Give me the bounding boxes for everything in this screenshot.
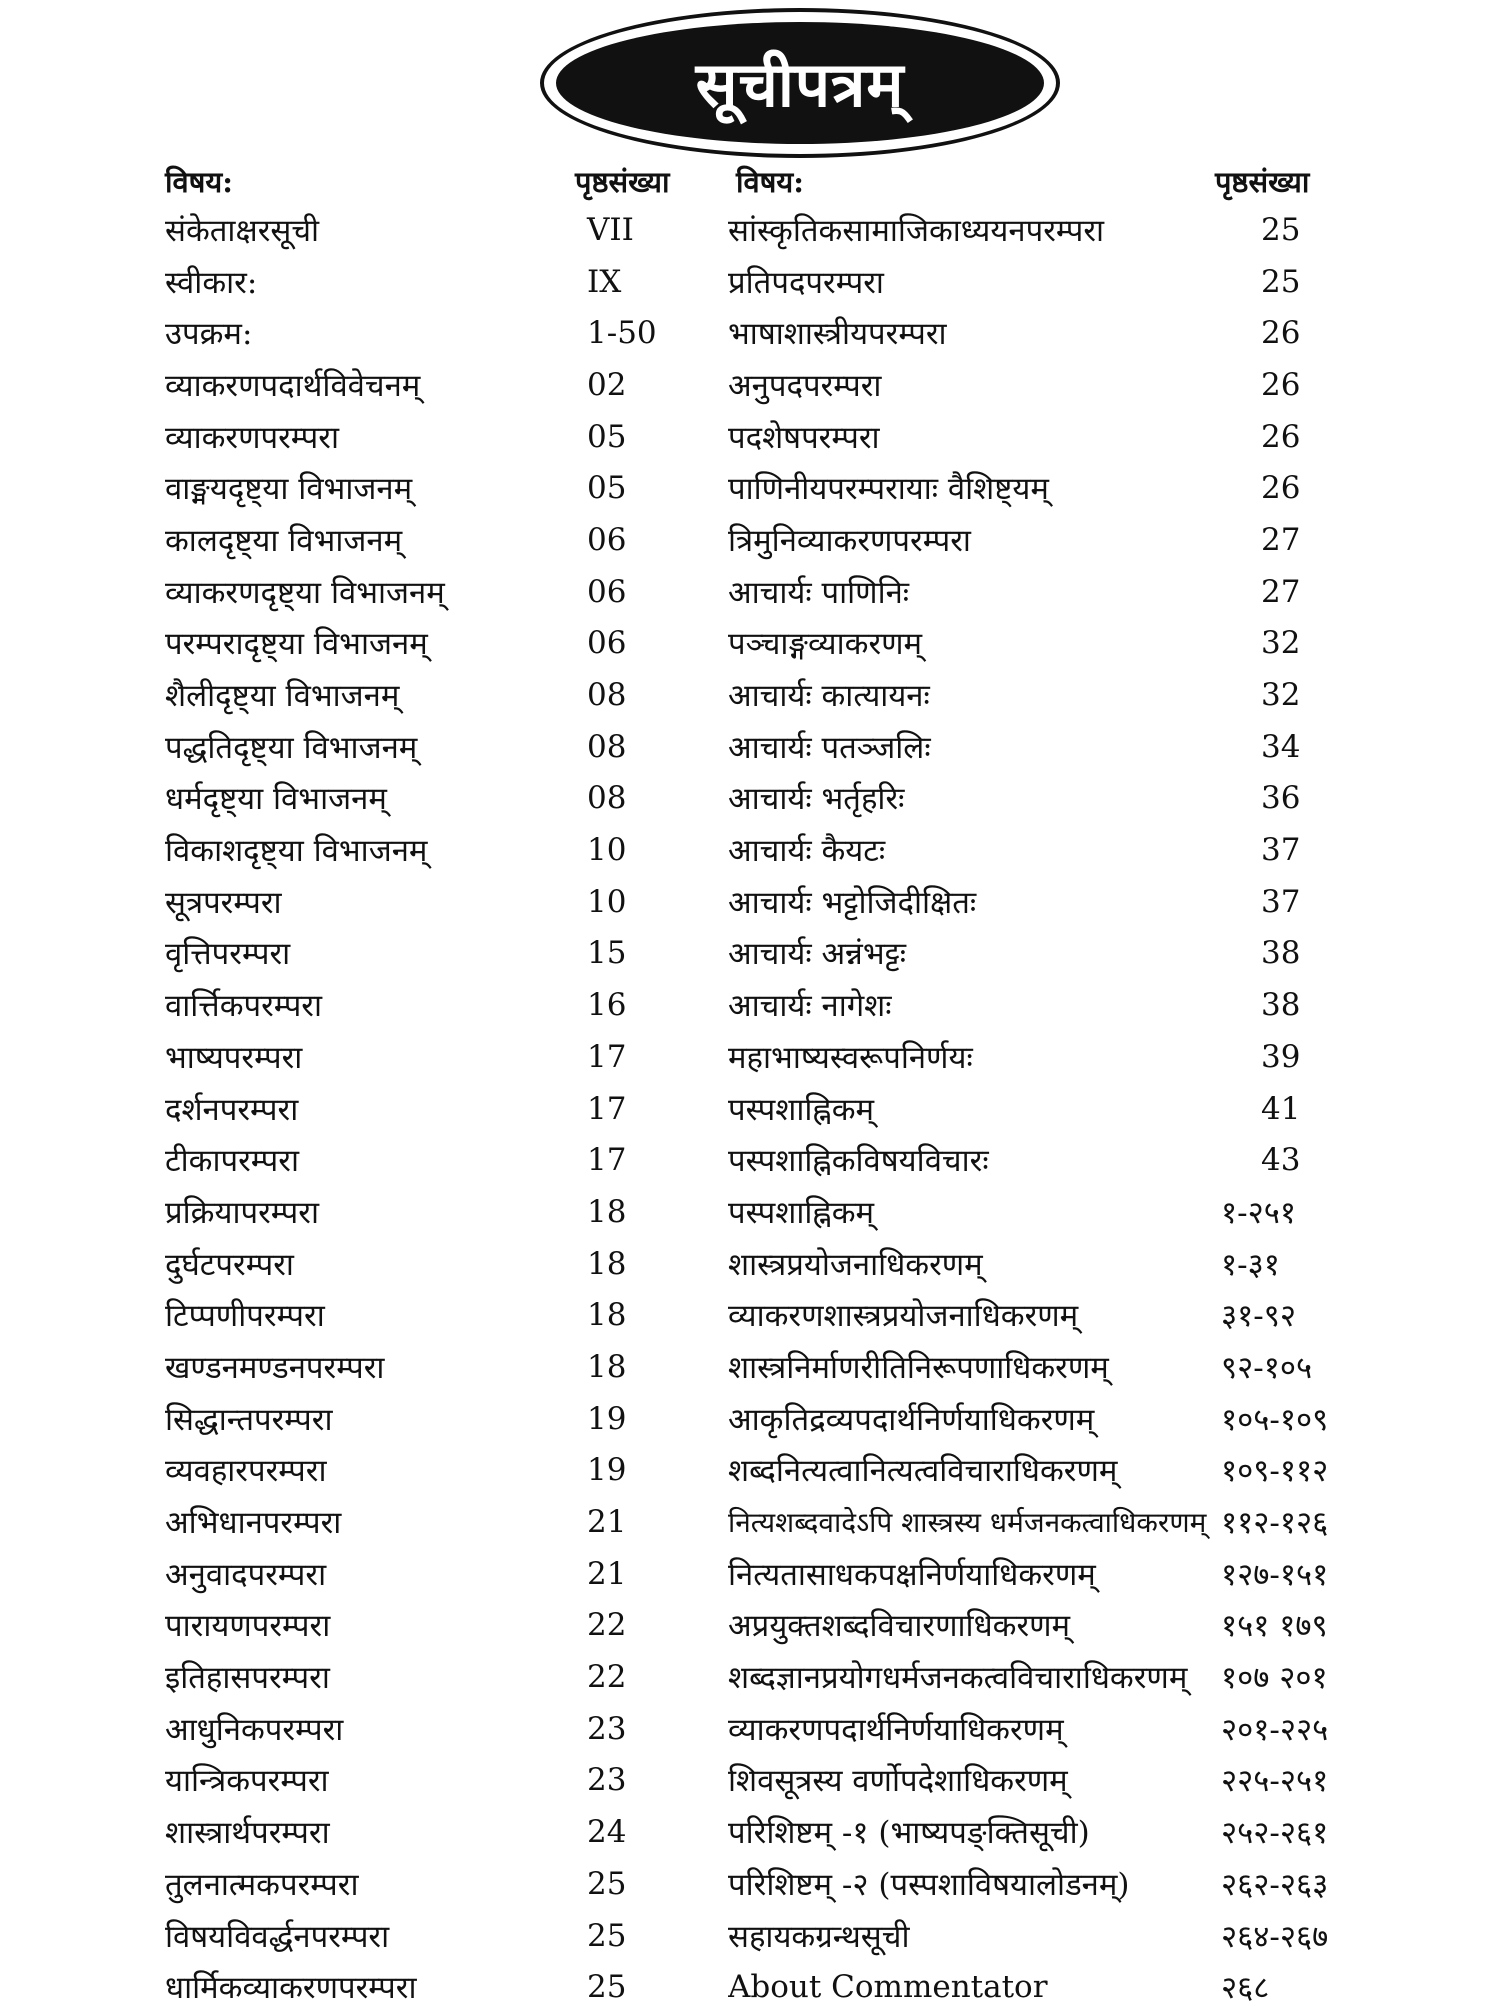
left-entry-page: 10 bbox=[587, 832, 627, 869]
left-toc-entry bbox=[165, 1289, 745, 1341]
left-entry-page: 22 bbox=[587, 1607, 627, 1644]
left-entry-page: 02 bbox=[587, 366, 627, 403]
left-entry-page: 08 bbox=[587, 677, 627, 714]
left-toc-entry bbox=[165, 928, 745, 980]
right-toc-entry bbox=[728, 1289, 1368, 1341]
right-entry-topic: पञ्चाङ्गव्याकरणम् bbox=[728, 626, 923, 663]
right-toc-entry bbox=[728, 411, 1368, 463]
left-entry-topic: व्याकरणपरम्परा bbox=[165, 419, 340, 456]
page-title: सूचीपत्रम् bbox=[695, 48, 905, 121]
left-entry-page: 08 bbox=[587, 780, 627, 817]
right-entry-topic: आचार्यः अन्नंभट्टः bbox=[728, 936, 907, 973]
right-entry-page: २०१-२२५ bbox=[1221, 1711, 1329, 1748]
left-entry-page: 23 bbox=[587, 1762, 627, 1799]
right-entry-page: 39 bbox=[1261, 1038, 1301, 1075]
title-badge bbox=[540, 8, 1060, 158]
left-column bbox=[165, 158, 745, 2013]
left-entry-topic: संकेताक्षरसूची bbox=[165, 212, 320, 249]
left-entry-page: VII bbox=[587, 211, 634, 248]
right-entry-topic: शब्दज्ञानप्रयोगधर्मजनकत्वविचाराधिकरणम् bbox=[728, 1660, 1188, 1697]
left-toc-entry bbox=[165, 462, 745, 514]
left-entry-page: 17 bbox=[587, 1038, 627, 1075]
right-toc-entry bbox=[728, 1651, 1368, 1703]
left-entry-page: 1-50 bbox=[587, 315, 657, 352]
left-toc-entry bbox=[165, 773, 745, 825]
right-toc-entry bbox=[728, 669, 1368, 721]
left-entry-topic: व्याकरणदृष्ट्या विभाजनम् bbox=[165, 574, 445, 611]
left-entry-topic: तुलनात्मकपरम्परा bbox=[165, 1866, 359, 1903]
right-toc-entry bbox=[728, 462, 1368, 514]
left-entry-page: 06 bbox=[587, 573, 627, 610]
left-entry-topic: विकाशदृष्ट्या विभाजनम् bbox=[165, 833, 428, 870]
left-entry-topic: भाष्यपरम्परा bbox=[165, 1039, 303, 1076]
left-entry-page: 18 bbox=[587, 1245, 627, 1282]
right-entry-topic: आचार्यः भट्टोजिदीक्षितः bbox=[728, 884, 977, 921]
left-toc-entry bbox=[165, 1961, 745, 2013]
right-entry-topic: शास्त्रनिर्माणरीतिनिरूपणाधिकरणम् bbox=[728, 1349, 1109, 1386]
right-entry-topic: सांस्कृतिकसामाजिकाध्ययनपरम्परा bbox=[728, 212, 1105, 249]
left-toc-entry bbox=[165, 824, 745, 876]
left-toc-entry bbox=[165, 307, 745, 359]
left-entry-page: 25 bbox=[587, 1969, 627, 2006]
left-toc-entry bbox=[165, 1496, 745, 1548]
right-entry-page: 43 bbox=[1261, 1142, 1301, 1179]
left-toc-entry bbox=[165, 1031, 745, 1083]
right-toc-entry bbox=[728, 721, 1368, 773]
left-entry-topic: सूत्रपरम्परा bbox=[165, 884, 282, 921]
left-toc-entry bbox=[165, 1393, 745, 1445]
right-entry-topic: शास्त्रप्रयोजनाधिकरणम् bbox=[728, 1246, 983, 1283]
right-toc-entry bbox=[728, 876, 1368, 928]
right-entry-page: २५२-२६१ bbox=[1221, 1815, 1329, 1852]
right-entry-page: 26 bbox=[1261, 470, 1301, 507]
left-entry-page: 19 bbox=[587, 1452, 627, 1489]
left-toc-entry bbox=[165, 204, 745, 256]
left-entry-topic: पारायणपरम्परा bbox=[165, 1608, 331, 1645]
left-toc-entry bbox=[165, 1445, 745, 1497]
left-entry-page: 06 bbox=[587, 521, 627, 558]
right-entry-page: 26 bbox=[1261, 418, 1301, 455]
left-entry-page: 19 bbox=[587, 1400, 627, 1437]
right-entry-topic: आचार्यः कैयटः bbox=[728, 833, 886, 870]
right-header-page: पृष्ठसंख्या bbox=[1214, 164, 1310, 199]
left-entry-page: 18 bbox=[587, 1348, 627, 1385]
left-entry-topic: दर्शनपरम्परा bbox=[165, 1091, 299, 1128]
right-toc-entry bbox=[728, 1393, 1368, 1445]
left-toc-entry bbox=[165, 1134, 745, 1186]
left-entry-topic: वाङ्मयदृष्ट्या विभाजनम् bbox=[165, 471, 413, 508]
left-toc-entry bbox=[165, 1600, 745, 1652]
left-toc-entry bbox=[165, 411, 745, 463]
right-entry-topic: त्रिमुनिव्याकरणपरम्परा bbox=[728, 522, 971, 559]
left-entry-topic: स्वीकार: bbox=[165, 264, 258, 301]
left-entry-page: 23 bbox=[587, 1710, 627, 1747]
right-entry-topic: नित्यशब्दवादेऽपि शास्त्रस्य धर्मजनकत्वाधिकरणम् bbox=[728, 1506, 1207, 1540]
left-entry-topic: कालदृष्ट्या विभाजनम् bbox=[165, 522, 403, 559]
right-entry-page: 27 bbox=[1261, 573, 1301, 610]
right-entry-topic: पदशेषपरम्परा bbox=[728, 419, 880, 456]
right-entry-page: २६८ bbox=[1221, 1970, 1270, 2007]
right-entry-page: १५१ १७९ bbox=[1221, 1608, 1328, 1645]
left-entry-page: 25 bbox=[587, 1865, 627, 1902]
right-toc-entry bbox=[728, 307, 1368, 359]
right-entry-page: १०७ २०१ bbox=[1221, 1660, 1328, 1697]
right-entry-page: 26 bbox=[1261, 315, 1301, 352]
left-entry-topic: टिप्पणीपरम्परा bbox=[165, 1298, 325, 1335]
right-entry-topic: About Commentator bbox=[728, 1969, 1048, 2006]
right-entry-page: 37 bbox=[1261, 832, 1301, 869]
left-entry-page: IX bbox=[587, 263, 622, 300]
right-entry-page: १२७-१५१ bbox=[1221, 1556, 1329, 1593]
right-toc-entry bbox=[728, 1858, 1368, 1910]
right-toc-entry bbox=[728, 1600, 1368, 1652]
left-entry-topic: इतिहासपरम्परा bbox=[165, 1660, 330, 1697]
right-entry-topic: आचार्यः पतञ्जलिः bbox=[728, 729, 931, 766]
left-toc-entry bbox=[165, 359, 745, 411]
left-entry-topic: खण्डनमण्डनपरम्परा bbox=[165, 1349, 385, 1386]
right-entry-page: २२५-२५१ bbox=[1221, 1763, 1329, 1800]
left-toc-entry bbox=[165, 669, 745, 721]
right-toc-entry bbox=[728, 1961, 1368, 2013]
left-entry-page: 22 bbox=[587, 1659, 627, 1696]
right-entry-page: 26 bbox=[1261, 366, 1301, 403]
right-entry-page: १०५-१०९ bbox=[1221, 1401, 1329, 1438]
right-toc-entry bbox=[728, 1031, 1368, 1083]
left-entry-page: 16 bbox=[587, 987, 627, 1024]
right-toc-entry bbox=[728, 566, 1368, 618]
left-toc-entry bbox=[165, 1806, 745, 1858]
right-entry-page: १०९-११२ bbox=[1221, 1453, 1329, 1490]
right-entry-topic: अप्रयुक्तशब्दविचारणाधिकरणम् bbox=[728, 1608, 1071, 1645]
right-entry-topic: प्रतिपदपरम्परा bbox=[728, 264, 884, 301]
right-entry-topic: पस्पशाह्निकम् bbox=[728, 1194, 875, 1231]
right-entry-topic: भाषाशास्त्रीयपरम्परा bbox=[728, 316, 947, 353]
left-entry-page: 15 bbox=[587, 935, 627, 972]
right-entry-topic: शब्दनित्यत्वानित्यत्वविचाराधिकरणम् bbox=[728, 1453, 1118, 1490]
left-entry-topic: विषयविवर्द्धनपरम्परा bbox=[165, 1918, 390, 1955]
right-toc-entry bbox=[728, 204, 1368, 256]
left-toc-entry bbox=[165, 1186, 745, 1238]
left-entry-topic: वृत्तिपरम्परा bbox=[165, 936, 291, 973]
left-entry-topic: वार्त्तिकपरम्परा bbox=[165, 988, 323, 1025]
right-entry-page: 41 bbox=[1261, 1090, 1301, 1127]
left-entry-page: 21 bbox=[587, 1555, 627, 1592]
left-entry-topic: दुर्घटपरम्परा bbox=[165, 1246, 294, 1283]
right-toc-entry bbox=[728, 359, 1368, 411]
right-entry-topic: पाणिनीयपरम्परायाः वैशिष्ट्यम् bbox=[728, 471, 1049, 508]
right-entry-page: २६२-२६३ bbox=[1221, 1866, 1329, 1903]
right-entry-topic: आकृतिद्रव्यपदार्थनिर्णयाधिकरणम् bbox=[728, 1401, 1095, 1438]
right-toc-entry bbox=[728, 979, 1368, 1031]
right-entry-topic: पस्पशाह्निकविषयविचारः bbox=[728, 1143, 989, 1180]
left-entry-page: 06 bbox=[587, 625, 627, 662]
right-entry-page: १-२५१ bbox=[1221, 1194, 1296, 1231]
right-entry-page: 25 bbox=[1261, 263, 1301, 300]
left-entry-topic: टीकापरम्परा bbox=[165, 1143, 299, 1180]
right-header-topic: विषय: bbox=[736, 164, 804, 199]
left-entry-topic: अनुवादपरम्परा bbox=[165, 1556, 327, 1593]
right-entry-page: ३१-९२ bbox=[1221, 1298, 1296, 1335]
left-toc-entry bbox=[165, 876, 745, 928]
right-entry-page: 27 bbox=[1261, 521, 1301, 558]
right-entry-topic: परिशिष्टम् -२ (पस्पशाविषयालोडनम्) bbox=[728, 1866, 1130, 1903]
right-entry-page: २६४-२६७ bbox=[1221, 1918, 1329, 1955]
right-toc-entry bbox=[728, 1238, 1368, 1290]
left-entry-topic: सिद्धान्तपरम्परा bbox=[165, 1401, 333, 1438]
left-entry-topic: शैलीदृष्ट्या विभाजनम् bbox=[165, 678, 400, 715]
right-entry-page: 32 bbox=[1261, 677, 1301, 714]
left-toc-entry bbox=[165, 1703, 745, 1755]
right-toc-entry bbox=[728, 1806, 1368, 1858]
left-header-page: पृष्ठसंख्या bbox=[575, 164, 670, 199]
right-header-row bbox=[728, 158, 1368, 204]
left-entry-topic: प्रक्रियापरम्परा bbox=[165, 1194, 319, 1231]
left-entry-page: 05 bbox=[587, 418, 627, 455]
right-entry-page: ११२-१२६ bbox=[1221, 1505, 1329, 1542]
right-entry-topic: आचार्यः कात्यायनः bbox=[728, 678, 930, 715]
left-toc-entry bbox=[165, 1548, 745, 1600]
left-header-topic: विषय: bbox=[165, 164, 233, 199]
left-entry-topic: आधुनिकपरम्परा bbox=[165, 1711, 344, 1748]
right-toc-entry bbox=[728, 1755, 1368, 1807]
left-toc-entry bbox=[165, 514, 745, 566]
left-entry-topic: पद्धतिदृष्ट्या विभाजनम् bbox=[165, 729, 418, 766]
left-toc-entry bbox=[165, 1341, 745, 1393]
left-entry-topic: परम्परादृष्ट्या विभाजनम् bbox=[165, 626, 428, 663]
right-toc-entry bbox=[728, 1910, 1368, 1962]
left-entry-topic: उपक्रम: bbox=[165, 316, 253, 353]
left-entry-topic: व्याकरणपदार्थविवेचनम् bbox=[165, 367, 421, 404]
left-toc-entry bbox=[165, 256, 745, 308]
right-column bbox=[728, 158, 1368, 2013]
left-entry-page: 17 bbox=[587, 1142, 627, 1179]
left-toc-entry bbox=[165, 566, 745, 618]
right-toc-entry bbox=[728, 1341, 1368, 1393]
right-entry-page: 32 bbox=[1261, 625, 1301, 662]
left-toc-entry bbox=[165, 618, 745, 670]
right-toc-entry bbox=[728, 1548, 1368, 1600]
left-toc-entry bbox=[165, 1858, 745, 1910]
right-toc-entry bbox=[728, 773, 1368, 825]
right-toc-entry bbox=[728, 1445, 1368, 1497]
left-toc-entry bbox=[165, 1910, 745, 1962]
left-entry-page: 18 bbox=[587, 1193, 627, 1230]
right-entry-page: 38 bbox=[1261, 935, 1301, 972]
left-entry-page: 21 bbox=[587, 1504, 627, 1541]
right-entry-page: 25 bbox=[1261, 211, 1301, 248]
right-entry-topic: आचार्यः नागेशः bbox=[728, 988, 892, 1025]
right-entry-topic: आचार्यः भर्तृहरिः bbox=[728, 781, 905, 818]
right-toc-entry bbox=[728, 514, 1368, 566]
left-entry-topic: व्यवहारपरम्परा bbox=[165, 1453, 327, 1490]
right-entry-page: 34 bbox=[1261, 728, 1301, 765]
left-entry-page: 05 bbox=[587, 470, 627, 507]
right-toc-entry bbox=[728, 1134, 1368, 1186]
right-entry-topic: परिशिष्टम् -१ (भाष्यपङ्क्तिसूची) bbox=[728, 1815, 1090, 1852]
left-toc-entry bbox=[165, 1083, 745, 1135]
right-toc-entry bbox=[728, 928, 1368, 980]
left-header-row bbox=[165, 158, 745, 204]
right-entry-topic: अनुपदपरम्परा bbox=[728, 367, 882, 404]
left-toc-entry bbox=[165, 1651, 745, 1703]
right-entry-topic: पस्पशाह्निकम् bbox=[728, 1091, 875, 1128]
left-entry-page: 17 bbox=[587, 1090, 627, 1127]
right-entry-topic: आचार्यः पाणिनिः bbox=[728, 574, 910, 611]
left-toc-entry bbox=[165, 721, 745, 773]
right-entry-topic: व्याकरणशास्त्रप्रयोजनाधिकरणम् bbox=[728, 1298, 1079, 1335]
right-entry-topic: व्याकरणपदार्थनिर्णयाधिकरणम् bbox=[728, 1711, 1064, 1748]
right-entry-page: ९२-१०५ bbox=[1221, 1349, 1313, 1386]
left-entry-page: 25 bbox=[587, 1917, 627, 1954]
right-toc-entry bbox=[728, 1496, 1368, 1548]
right-entry-page: 38 bbox=[1261, 987, 1301, 1024]
left-entry-topic: यान्त्रिकपरम्परा bbox=[165, 1763, 329, 1800]
right-entry-page: १-३१ bbox=[1221, 1246, 1280, 1283]
left-entry-page: 18 bbox=[587, 1297, 627, 1334]
left-entry-topic: शास्त्रार्थपरम्परा bbox=[165, 1815, 330, 1852]
right-entry-page: 37 bbox=[1261, 883, 1301, 920]
right-toc-entry bbox=[728, 1083, 1368, 1135]
left-entry-page: 08 bbox=[587, 728, 627, 765]
left-toc-entry bbox=[165, 1755, 745, 1807]
right-entry-topic: नित्यतासाधकपक्षनिर्णयाधिकरणम् bbox=[728, 1556, 1096, 1593]
right-entry-topic: शिवसूत्रस्य वर्णोपदेशाधिकरणम् bbox=[728, 1763, 1068, 1800]
right-toc-entry bbox=[728, 1703, 1368, 1755]
right-toc-entry bbox=[728, 1186, 1368, 1238]
right-entry-topic: महाभाष्यस्वरूपनिर्णयः bbox=[728, 1039, 973, 1076]
right-toc-entry bbox=[728, 256, 1368, 308]
right-toc-entry bbox=[728, 824, 1368, 876]
left-entry-topic: धार्मिकव्याकरणपरम्परा bbox=[165, 1970, 417, 2007]
left-toc-entry bbox=[165, 979, 745, 1031]
right-entry-page: 36 bbox=[1261, 780, 1301, 817]
left-entry-topic: अभिधानपरम्परा bbox=[165, 1505, 342, 1542]
left-entry-page: 10 bbox=[587, 883, 627, 920]
right-toc-entry bbox=[728, 618, 1368, 670]
left-entry-page: 24 bbox=[587, 1814, 627, 1851]
right-entry-topic: सहायकग्रन्थसूची bbox=[728, 1918, 910, 1955]
left-toc-entry bbox=[165, 1238, 745, 1290]
left-entry-topic: धर्मदृष्ट्या विभाजनम् bbox=[165, 781, 387, 818]
